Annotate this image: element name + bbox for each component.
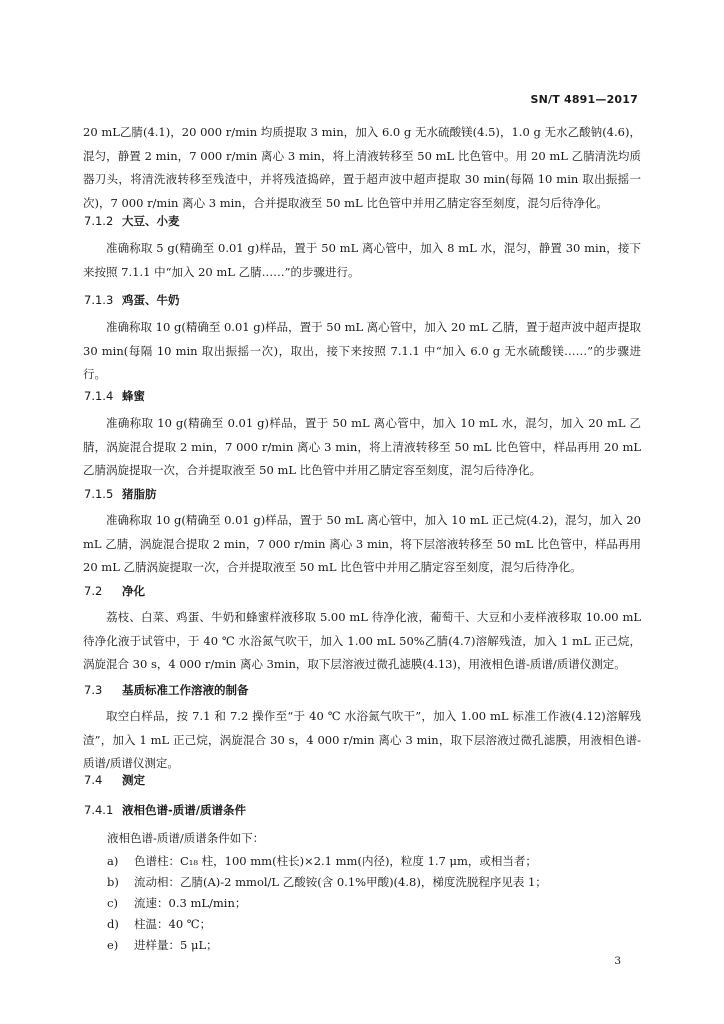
section-title: 猪脂肪 bbox=[122, 487, 157, 501]
heading-7-1-2 bbox=[84, 213, 180, 229]
heading-7-3 bbox=[84, 682, 249, 698]
heading-7-2 bbox=[84, 583, 145, 599]
section-title: 基质标准工作溶液的制备 bbox=[122, 683, 249, 697]
list-item bbox=[107, 937, 218, 953]
list-text: 柱温：40 ℃； bbox=[134, 917, 212, 931]
list-marker: b) bbox=[107, 875, 119, 889]
section-number: 7.1.4 bbox=[84, 389, 114, 403]
list-item bbox=[107, 916, 211, 932]
list-text: 进样量：5 μL； bbox=[134, 938, 218, 952]
paragraph-7-3: 取空白样品，按 7.1 和 7.2 操作至“于 40 ℃ 水浴氮气吹干”，加入 1.00 mL 标准工作液(4.12)溶解残渣”，加入 1 mL 正己烷，涡旋混合 30 s，4 000 r/min 离心 3 min，取下层溶液过微孔滤膜，用液相色谱-质谱/质谱仪测定。 bbox=[83, 709, 641, 770]
section-number: 7.1.5 bbox=[84, 487, 114, 501]
section-title: 净化 bbox=[122, 584, 145, 598]
list-marker: c) bbox=[107, 896, 118, 910]
list-text: 流动相：乙腈(A)-2 mmol/L 乙酸铵(含 0.1%甲酸)(4.8)，梯度洗脱程序见表 1； bbox=[134, 875, 547, 889]
list-text: 流速：0.3 mL/min； bbox=[134, 896, 247, 910]
section-number: 7.4 bbox=[84, 773, 103, 787]
heading-7-4 bbox=[84, 772, 145, 788]
list-marker: d) bbox=[107, 917, 119, 931]
conditions-intro: 液相色谱-质谱/质谱条件如下： bbox=[107, 831, 265, 845]
section-title: 测定 bbox=[122, 773, 145, 787]
paragraph-7-1-4: 准确称取 10 g(精确至 0.01 g)样品，置于 50 mL 离心管中，加入 10 mL 水，混匀，加入 20 mL 乙腈，涡旋混合提取 2 min，7 000 r/min 离心 3 min，将上清液转移至 50 mL 比色管中，样品再用 20 mL 乙腈涡旋提取一次，合并提取液至 50 mL 比色管中并用乙腈定容至刻度，混匀后待净化。 bbox=[83, 416, 641, 477]
list-marker: e) bbox=[107, 938, 119, 952]
paragraph-7-1-5: 准确称取 10 g(精确至 0.01 g)样品，置于 50 mL 离心管中，加入 10 mL 正己烷(4.2)，混匀，加入 20 mL 乙腈，涡旋混合提取 2 min，7 000 r/min 离心 3 min，将下层溶液转移至 50 mL 比色管中，样品再用 20 mL 乙腈涡旋提取一次，合并提取液至 50 mL 比色管中并用乙腈定容至刻度，混匀后待净化。 bbox=[83, 513, 641, 574]
section-number: 7.3 bbox=[84, 683, 103, 697]
section-title: 蜂蜜 bbox=[122, 389, 145, 403]
list-item bbox=[107, 895, 246, 911]
list-text: 色谱柱：C₁₈ 柱，100 mm(柱长)×2.1 mm(内径)，粒度 1.7 μm，或相当者； bbox=[134, 854, 537, 868]
paragraph-7-1-3: 准确称取 10 g(精确至 0.01 g)样品，置于 50 mL 离心管中，加入 20 mL 乙腈，置于超声波中超声提取 30 min(每隔 10 min 取出振摇一次)，取出，接下来按照 7.1.1 中“加入 6.0 g 无水硫酸镁……”的步骤进行。 bbox=[83, 320, 641, 381]
standard-number: SN/T 4891—2017 bbox=[530, 93, 638, 106]
section-title: 鸡蛋、牛奶 bbox=[122, 293, 180, 307]
paragraph-7-2: 荔枝、白菜、鸡蛋、牛奶和蜂蜜样液移取 5.00 mL 待净化液，葡萄干、大豆和小麦样液移取 10.00 mL 待净化液于试管中，于 40 ℃ 水浴氮气吹干，加入 1.00 mL 50%乙腈(4.7)溶解残渣，加入 1 mL 正己烷，涡旋混合 30 s，4 000 r/min 离心 3min，取下层溶液过微孔滤膜(4.13)，用液相色谱-质谱/质谱仪测定。 bbox=[83, 610, 641, 671]
list-marker: a) bbox=[107, 854, 119, 868]
list-item bbox=[107, 853, 537, 869]
paragraph-7-1-2: 准确称取 5 g(精确至 0.01 g)样品，置于 50 mL 离心管中，加入 8 mL 水，混匀，静置 30 min，接下来按照 7.1.1 中“加入 20 mL 乙腈……”的步骤进行。 bbox=[83, 241, 641, 279]
page-number: 3 bbox=[614, 955, 621, 967]
list-item bbox=[107, 874, 547, 890]
section-number: 7.4.1 bbox=[84, 803, 114, 817]
heading-7-1-5 bbox=[84, 486, 157, 502]
section-title: 液相色谱-质谱/质谱条件 bbox=[122, 803, 246, 817]
section-number: 7.2 bbox=[84, 584, 103, 598]
paragraph-7-1-1-continued: 20 mL乙腈(4.1)，20 000 r/min 均质提取 3 min，加入 6.0 g 无水硫酸镁(4.5)，1.0 g 无水乙酸钠(4.6)，混匀，静置 2 min，7 000 r/min 离心 3 min，将上清液转移至 50 mL 比色管中。用 20 mL 乙腈清洗均质器刀头，将清洗液转移至残渣中，并将残渣捣碎，置于超声波中超声提取 30 min(每隔 10 min 取出振摇一次)，7 000 r/min 离心 3 min，合并提取液至 50 mL 比色管中并用乙腈定容至刻度，混匀后待净化。 bbox=[83, 125, 641, 210]
heading-7-1-3 bbox=[84, 292, 180, 308]
heading-7-4-1 bbox=[84, 802, 246, 818]
section-title: 大豆、小麦 bbox=[122, 214, 180, 228]
heading-7-1-4 bbox=[84, 388, 145, 404]
section-number: 7.1.2 bbox=[84, 214, 114, 228]
section-number: 7.1.3 bbox=[84, 293, 114, 307]
